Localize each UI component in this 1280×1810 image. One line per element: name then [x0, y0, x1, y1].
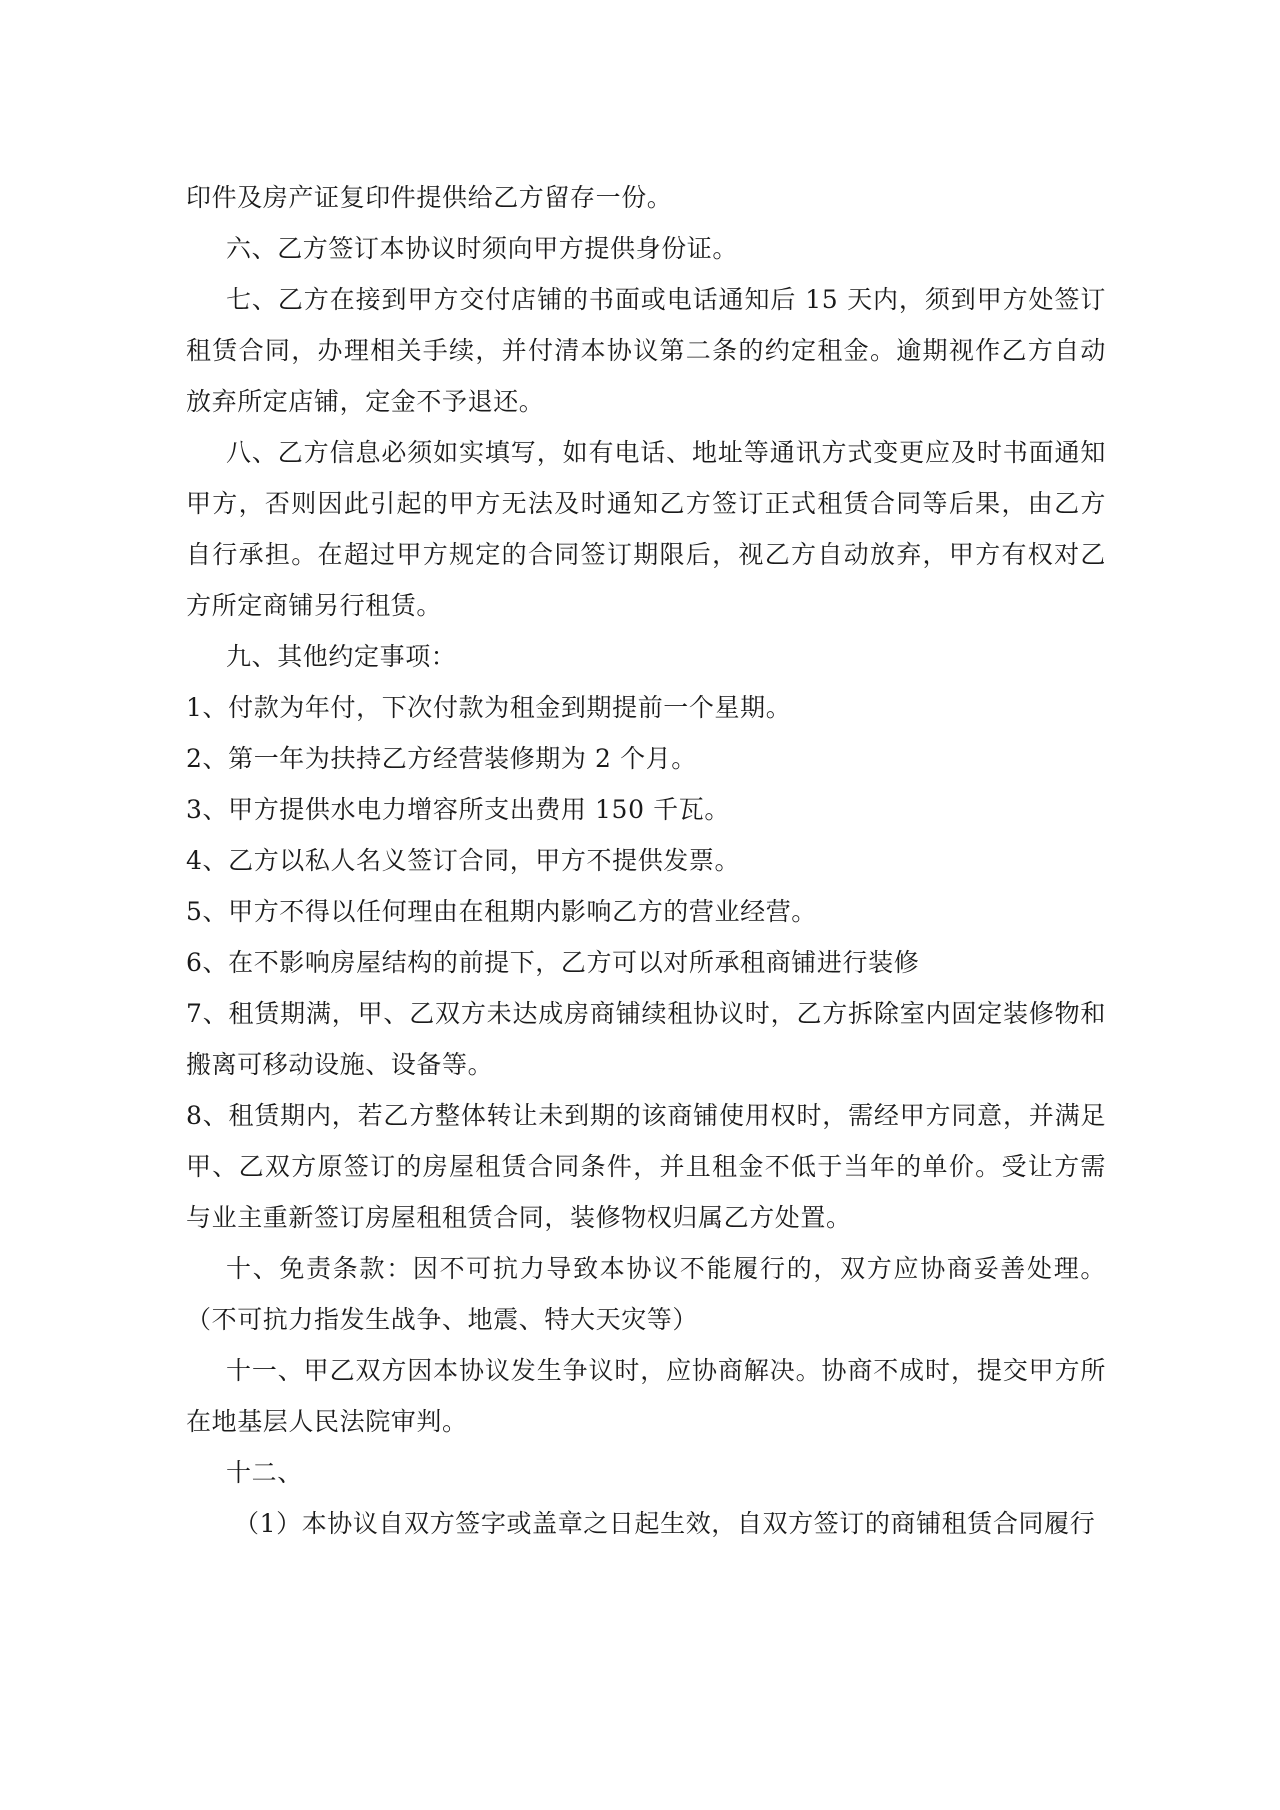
clause-9-item-6: 6、在不影响房屋结构的前提下，乙方可以对所承租商铺进行装修 [186, 948, 920, 977]
clause-9-item-1: 1、付款为年付，下次付款为租金到期提前一个星期。 [186, 693, 792, 722]
clause-12-item-1: （1）本协议自双方签字或盖章之日起生效，自双方签订的商铺租赁合同履行 [234, 1509, 1096, 1538]
clause-11: 十一、甲乙双方因本协议发生争议时，应协商解决。协商不成时，提交甲方所在地基层人民法院审判。 [186, 1356, 1106, 1436]
clause-8: 八、乙方信息必须如实填写，如有电话、地址等通讯方式变更应及时书面通知甲方，否则因此引起的甲方无法及时通知乙方签订正式租赁合同等后果，由乙方自行承担。在超过甲方规定的合同签订期限后，视乙方自动放弃，甲方有权对乙方所定商铺另行租赁。 [186, 438, 1106, 620]
clause-7: 七、乙方在接到甲方交付店铺的书面或电话通知后 15 天内，须到甲方处签订租赁合同，办理相关手续，并付清本协议第二条的约定租金。逾期视作乙方自动放弃所定店铺，定金不予退还。 [186, 285, 1106, 416]
clause-9-item-2: 2、第一年为扶持乙方经营装修期为 2 个月。 [186, 744, 697, 773]
clause-12-heading: 十二、 [226, 1458, 303, 1487]
clause-6: 六、乙方签订本协议时须向甲方提供身份证。 [226, 234, 739, 263]
paragraph-continuation: 印件及房产证复印件提供给乙方留存一份。 [186, 183, 673, 212]
clause-9-item-7: 7、租赁期满，甲、乙双方未达成房商铺续租协议时，乙方拆除室内固定装修物和搬离可移动设施、设备等。 [186, 999, 1106, 1079]
document-page [186, 172, 1106, 1549]
clause-9-heading: 九、其他约定事项： [226, 642, 457, 671]
clause-9-item-4: 4、乙方以私人名义签订合同，甲方不提供发票。 [186, 846, 741, 875]
clause-9-item-5: 5、甲方不得以任何理由在租期内影响乙方的营业经营。 [186, 897, 817, 926]
clause-10: 十、免责条款：因不可抗力导致本协议不能履行的，双方应协商妥善处理。（不可抗力指发生战争、地震、特大天灾等） [186, 1254, 1106, 1334]
clause-9-item-3: 3、甲方提供水电力增容所支出费用 150 千瓦。 [186, 795, 730, 824]
clause-9-item-8: 8、租赁期内，若乙方整体转让未到期的该商铺使用权时，需经甲方同意，并满足甲、乙双方原签订的房屋租赁合同条件，并且租金不低于当年的单价。受让方需与业主重新签订房屋租租赁合同，装修物权归属乙方处置。 [186, 1101, 1106, 1232]
